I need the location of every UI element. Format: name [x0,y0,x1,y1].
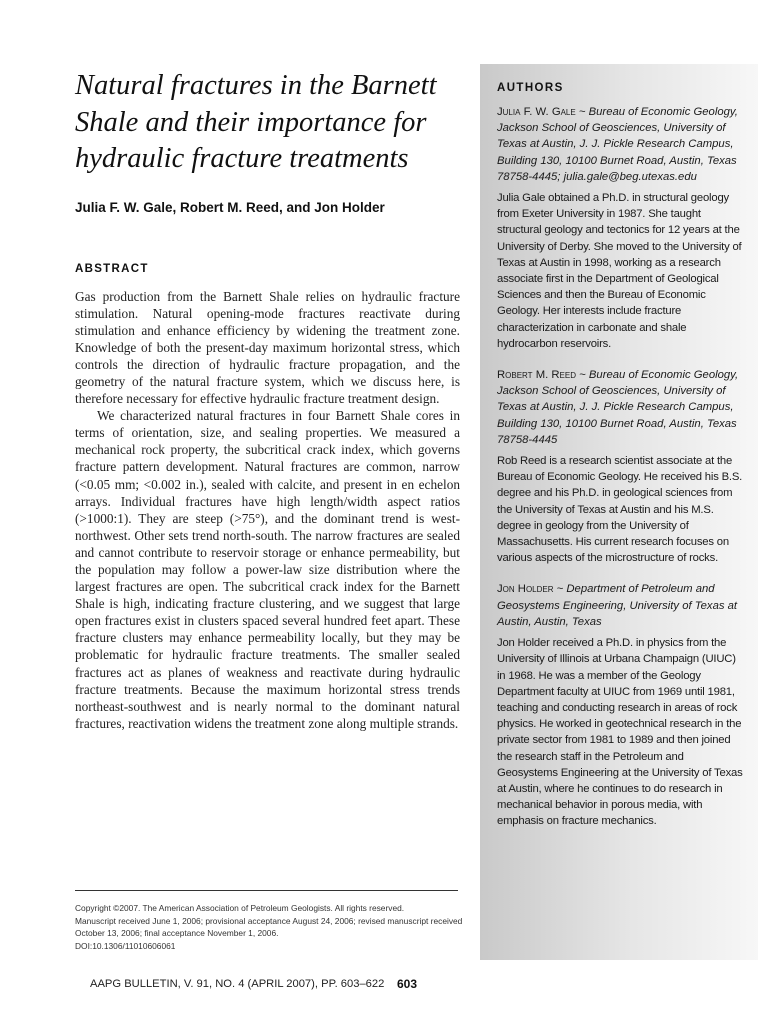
manuscript-history: Manuscript received June 1, 2006; provisional acceptance August 24, 2006; revised manuscript received [75,915,463,926]
author-affiliation [497,367,745,448]
footnote-divider [75,890,458,891]
author-bio: Julia Gale obtained a Ph.D. in structural geology from Exeter University in 1987. She taught structural geology and tectonics for 12 years at the University of Derby. She moved to the University of Texas at Austin in 1998, working as a research associate first in the Department of Geological Sciences and then the Bureau of Economic Geology. Her interests include fracture characterization in carbonate and shale hydrocarbon reservoirs. [497,192,742,350]
affiliation-text: ~ Bureau of Economic Geology, Jackson School of Geosciences, University of Texas at Austin, J. J. Pickle Research Campus, Building 130, 10100 Burnet Road, Austin, Texas 78758-4445 [497,369,739,446]
authors-sidebar [480,64,758,960]
author-bio: Rob Reed is a research scientist associate at the Bureau of Economic Geology. He received his B.S. degree and his Ph.D. in geological sciences from the University of Texas at Austin and his M.S. degree in geology from the University of Massachusetts. His current research focuses on various aspects of the microstructure of rocks. [497,455,743,565]
abstract-paragraph-1: Gas production from the Barnett Shale relies on hydraulic fracture stimulation. Natural opening-mode fractures reactivate during stimulation and enhance efficiency by widening the treatment zone. Knowledge of both the present-day maximum horizontal stress, which controls the direction of hydraulic fracture propagation, and the geometry of the natural fracture system, which we discuss here, is therefore necessary for effective hydraulic fracture treatment design. [75,288,460,407]
author-affiliation [497,104,745,185]
author-name: Julia F. W. Gale [497,106,576,118]
article-title: Natural fractures in the Barnett Shale and their importance for hydraulic fracture treatments [75,70,437,174]
abstract-heading: ABSTRACT [75,262,149,275]
author-byline: Julia F. W. Gale, Robert M. Reed, and Jon Holder [75,199,385,215]
manuscript-history-cont: October 13, 2006; final acceptance November 1, 2006. [75,928,279,939]
author-affiliation [497,581,745,630]
affiliation-text: ~ Bureau of Economic Geology, Jackson School of Geosciences, University of Texas at Austin, J. J. Pickle Research Campus, Building 130, 10100 Burnet Road, Austin, Texas 78758-4445; julia.gale@beg.utexas.edu [497,106,738,183]
abstract-paragraph-2: We characterized natural fractures in four Barnett Shale cores in terms of orientation, size, and sealing properties. We measured a mechanical rock property, the subcritical crack index, which governs fracture pattern development. Natural fractures are common, narrow (<0.05 mm; <0.002 in.), sealed with calcite, and present in en echelon arrays. Individual fractures have high length/width aspect ratios (>1000:1). They are steep (>75°), and the dominant trend is west-northwest. Other sets trend north-south. The narrow fractures are sealed and cannot contribute to reservoir storage or enhance permeability, but the population may follow a power-law size distribution where the largest fractures are open. The subcritical crack index for the Barnett Shale is high, indicating fracture clustering, and we suggest that large open fractures exist in clusters spaced several hundred feet apart. These fracture clusters may enhance permeability locally, but they may be problematic for hydraulic fracture treatments. The smaller sealed fractures act as planes of weakness and reactivate during hydraulic fracture treatments. Because the maximum horizontal stress trends northeast-southwest and is nearly normal to the dominant natural fractures, reactivation widens the treatment zone along multiple strands. [75,408,460,731]
journal-citation: AAPG BULLETIN, V. 91, NO. 4 (APRIL 2007), PP. 603–622 [90,978,385,990]
page-number: 603 [397,977,418,991]
doi-line: DOI:10.1306/11010606061 [75,940,176,951]
author-name: Robert M. Reed [497,369,577,382]
authors-heading: AUTHORS [497,82,564,94]
affiliation-text: ~ Department of Petroleum and Geosystems Engineering, University of Texas at Austin, Austin, Texas [497,583,738,628]
author-bio: Jon Holder received a Ph.D. in physics from the University of Illinois at Urbana Champaign (UIUC) in 1968. He was a member of the Geology Department faculty at UIUC from 1969 until 1981, teaching and conducting research in areas of rock physics. He worked in geotechnical research in the private sector from 1981 to 1989 and then joined the research staff in the Petroleum and Geosystems Engineering at the University of Texas at Austin, where he continues to do research in mechanical behavior in porous media, with emphasis on fracture mechanics. [497,637,743,828]
main-column [75,68,460,732]
author-name: Jon Holder [497,583,554,596]
footnote [75,902,463,952]
copyright-line: Copyright ©2007. The American Association of Petroleum Geologists. All rights reserved. [75,903,405,913]
